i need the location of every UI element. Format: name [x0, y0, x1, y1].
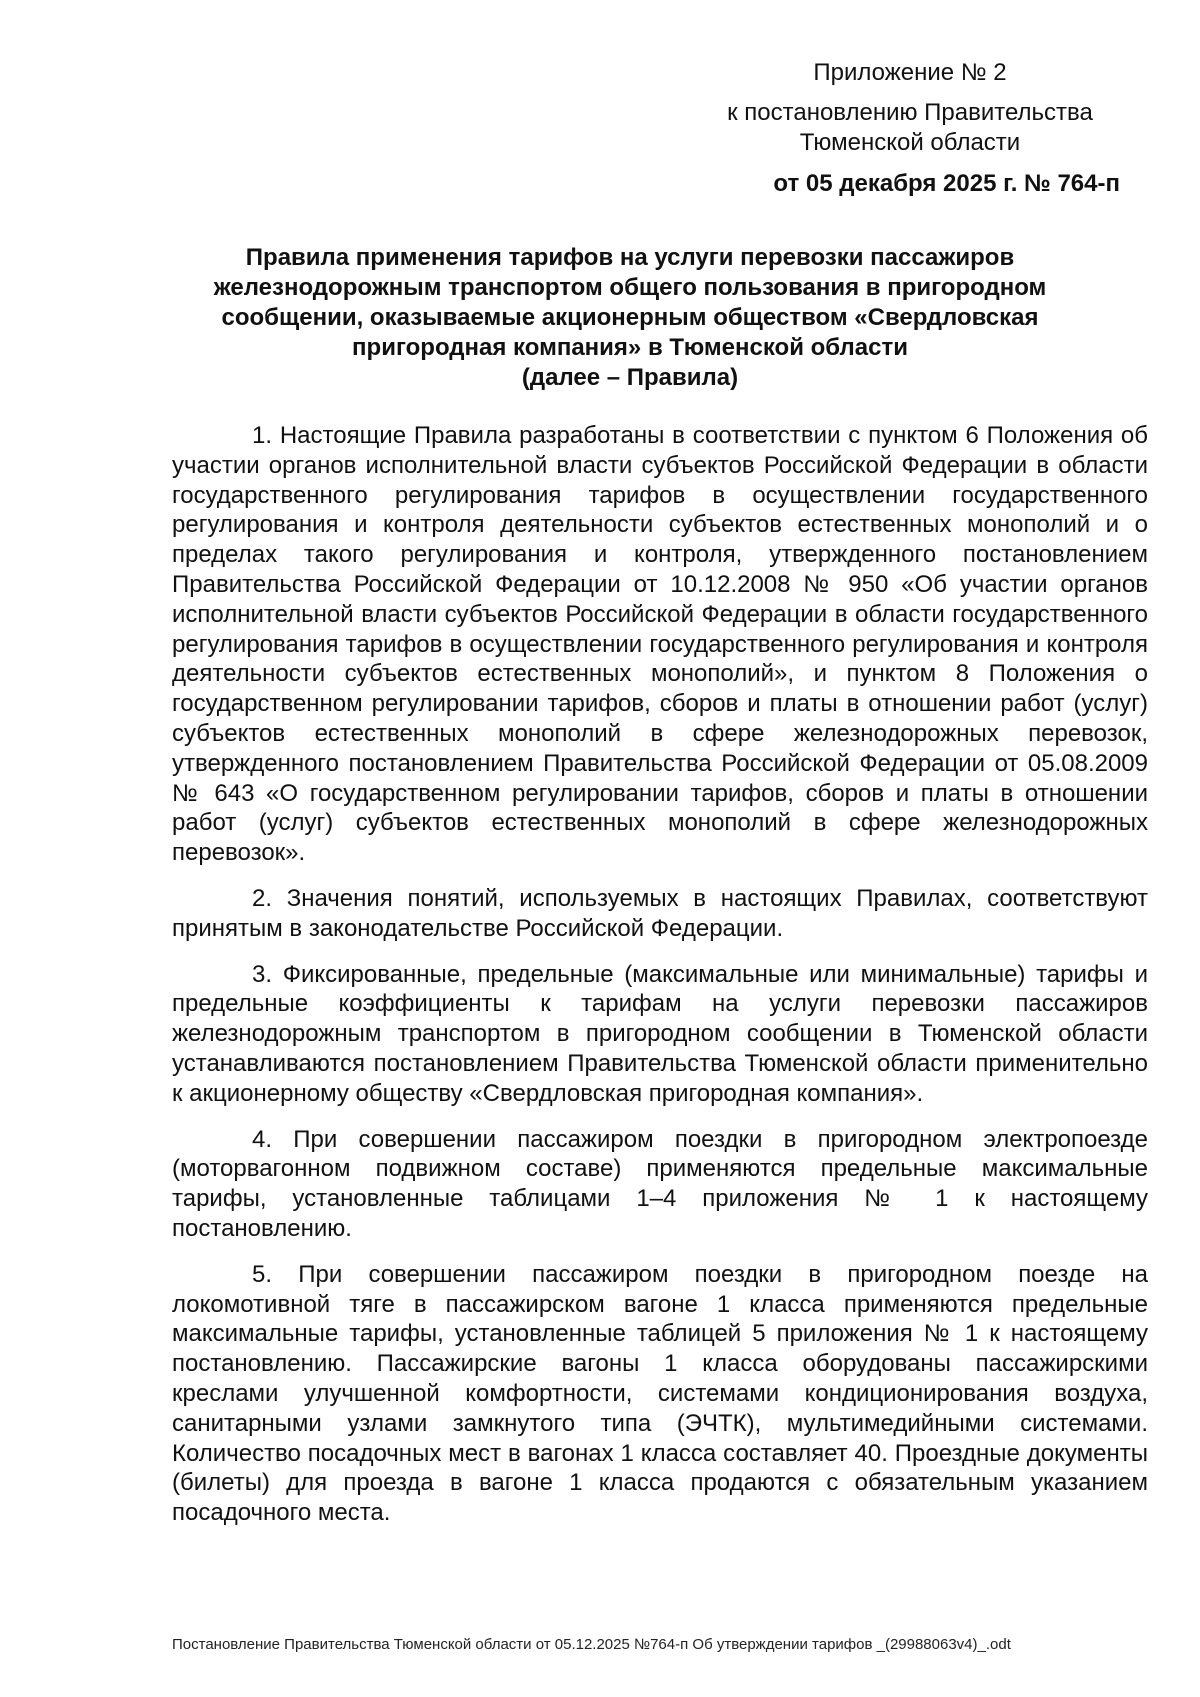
decree-reference-line-1: к постановлению Правительства — [727, 99, 1093, 126]
title-line: сообщении, оказываемые акционерным обществом «Свердловская — [221, 304, 1039, 331]
paragraph-2: 2. Значения понятий, используемых в настоящих Правилах, соответствуют принятым в законодательстве Российской Федерации. — [172, 884, 1148, 942]
page-footer: Постановление Правительства Тюменской области от 05.12.2025 №764-п Об утверждении тарифов _(29988063v4)_.odt — [172, 1636, 1011, 1653]
document-title — [160, 243, 1100, 393]
title-line: железнодорожным транспортом общего пользования в пригородном — [213, 274, 1047, 301]
title-line: Правила применения тарифов на услуги перевозки пассажиров — [245, 244, 1015, 271]
decree-reference-line-2: Тюменской области — [799, 129, 1021, 156]
paragraph-1: 1. Настоящие Правила разработаны в соответствии с пунктом 6 Положения об участии органов исполнительной власти субъектов Российской Федерации в области государственного регулирования тарифов в осуществлении государственного регулирования и контроля деятельности субъектов естественных монополий и о пределах такого регулирования и контроля, утвержденного постановлением Правительства Российской Федерации от 10.12.2008 № 950 «Об участии органов исполнительной власти субъектов Российской Федерации в области государственного регулирования тарифов в осуществлении государственного регулирования и контроля деятельности субъектов естественных монополий», и пунктом 8 Положения о государственном регулировании тарифов, сборов и платы в отношении работ (услуг) субъектов естественных монополий в сфере железнодорожных перевозок, утвержденного постановлением Правительства Российской Федерации от 05.08.2009 № 643 «О государственном регулировании тарифов, сборов и платы в отношении работ (услуг) субъектов естественных монополий в сфере железнодорожных перевозок». — [172, 422, 1148, 867]
document-body — [172, 421, 1148, 1544]
appendix-label: Приложение № 2 — [813, 59, 1007, 86]
paragraph-3: 3. Фиксированные, предельные (максимальные или минимальные) тарифы и предельные коэффициенты к тарифам на услуги перевозки пассажиров железнодорожным транспортом в пригородном сообщении в Тюменской области устанавливаются постановлением Правительства Тюменской области применительно к акционерному обществу «Свердловская пригородная компания». — [172, 960, 1148, 1107]
paragraph-4: 4. При совершении пассажиром поездки в пригородном электропоезде (моторвагонном подвижном составе) применяются предельные максимальные тарифы, установленные таблицами 1–4 приложения № 1 к настоящему постановлению. — [172, 1125, 1148, 1242]
decree-date: от 05 декабря 2025 г. № 764-п — [773, 170, 1120, 197]
decree-reference — [690, 98, 1130, 158]
paragraph-5: 5. При совершении пассажиром поездки в пригородном поезде на локомотивной тяге в пассажирском вагоне 1 класса применяются предельные максимальные тарифы, установленные таблицей 5 приложения № 1 к настоящему постановлению. Пассажирские вагоны 1 класса оборудованы пассажирскими креслами улучшенной комфортности, системами кондиционирования воздуха, санитарными узлами замкнутого типа (ЭЧТК), мультимедийными системами. Количество посадочных мест в вагонах 1 класса составляет 40. Проездные документы (билеты) для проезда в вагоне 1 класса продаются с обязательным указанием посадочного места. — [172, 1260, 1148, 1527]
title-line: пригородная компания» в Тюменской области — [352, 334, 908, 361]
title-line: (далее – Правила) — [521, 364, 739, 391]
